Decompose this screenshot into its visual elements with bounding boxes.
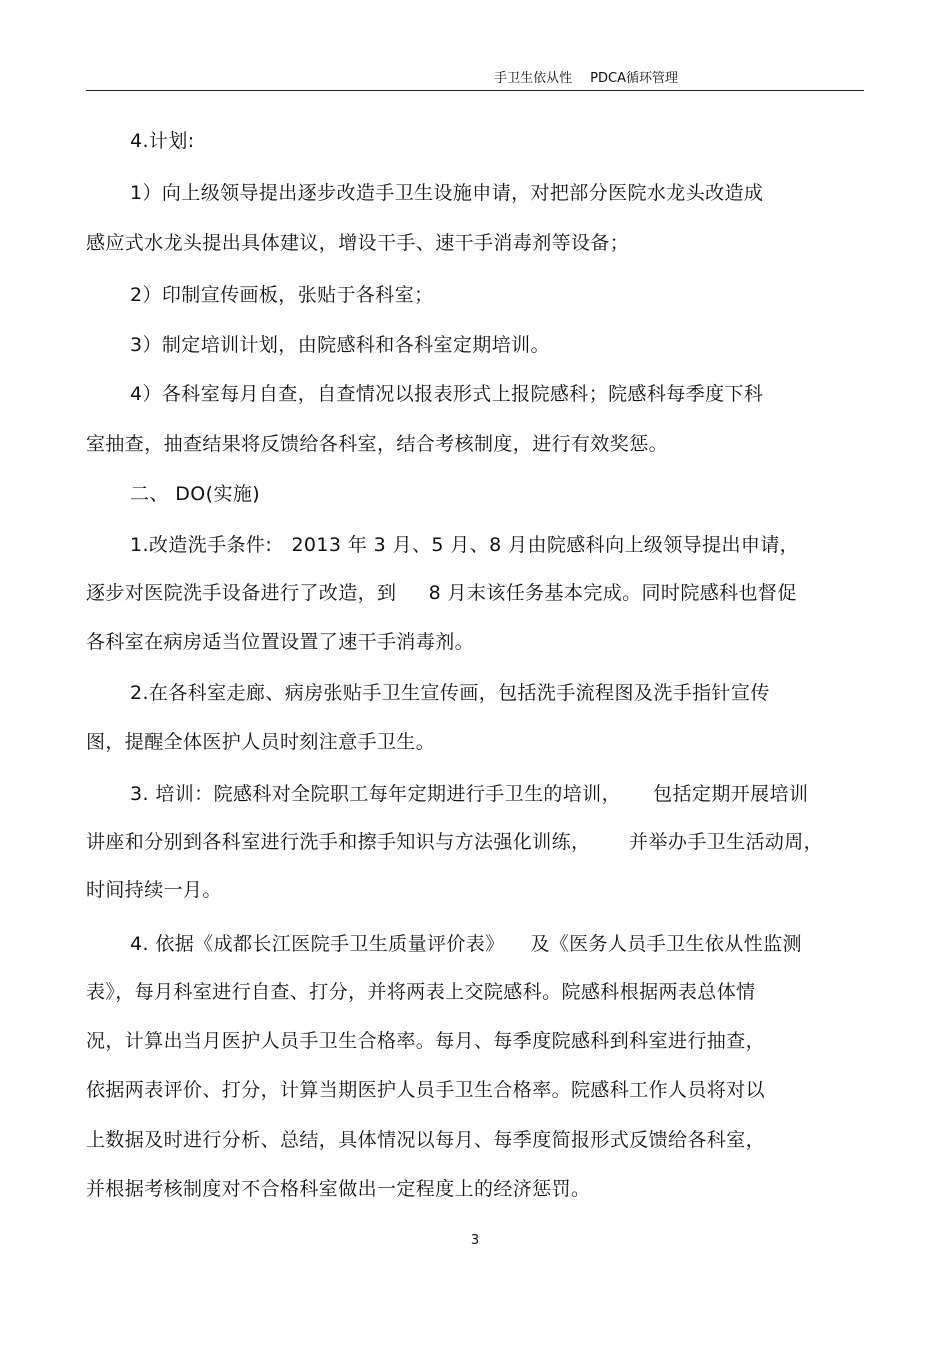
paragraph-line: 4. 依据《成都长江医院手卫生质量评价表》 及《医务人员手卫生依从性监测 <box>130 933 802 955</box>
paragraph-line: 2.在各科室走廊、病房张贴手卫生宣传画，包括洗手流程图及洗手指针宣传 <box>130 682 770 704</box>
header-title: 手卫生依从性 <box>494 71 573 86</box>
paragraph-line: 感应式水龙头提出具体建议，增设干手、速干手消毒剂等设备； <box>86 232 630 254</box>
paragraph-line: 况，计算出当月医护人员手卫生合格率。每月、每季度院感科到科室进行抽查， <box>86 1030 766 1052</box>
paragraph-line: 3）制定培训计划，由院感科和各科室定期培训。 <box>130 334 550 356</box>
section-heading-do: 二、 DO(实施) <box>130 483 261 505</box>
paragraph-line: 表》，每月科室进行自查、打分，并将两表上交院感科。院感科根据两表总体情 <box>86 981 756 1003</box>
heading-plan: 4.计划: <box>130 130 195 152</box>
paragraph-line: 上数据及时进行分析、总结，具体情况以每月、每季度简报形式反馈给各科室， <box>86 1129 766 1151</box>
paragraph-line: 并根据考核制度对不合格科室做出一定程度上的经济惩罚。 <box>86 1178 591 1200</box>
paragraph-line: 讲座和分别到各科室进行洗手和擦手知识与方法强化训练， 并举办手卫生活动周， <box>86 831 824 853</box>
paragraph-line: 4）各科室每月自查，自查情况以报表形式上报院感科；院感科每季度下科 <box>130 383 764 405</box>
paragraph-line: 图，提醒全体医护人员时刻注意手卫生。 <box>86 731 436 753</box>
paragraph-line: 时间持续一月。 <box>86 879 222 901</box>
page-number: 3 <box>470 1233 480 1248</box>
paragraph-line: 2）印制宣传画板，张贴于各科室； <box>130 284 434 306</box>
paragraph-line: 逐步对医院洗手设备进行了改造，到 8 月末该任务基本完成。同时院感科也督促 <box>86 582 797 604</box>
paragraph-line: 1）向上级领导提出逐步改造手卫生设施申请，对把部分医院水龙头改造成 <box>130 182 764 204</box>
paragraph-line: 3. 培训：院感科对全院职工每年定期进行手卫生的培训， 包括定期开展培训 <box>130 783 809 805</box>
paragraph-line: 各科室在病房适当位置设置了速干手消毒剂。 <box>86 631 475 653</box>
header-subtitle: PDCA循环管理 <box>590 71 678 86</box>
paragraph-line: 室抽查，抽查结果将反馈给各科室，结合考核制度，进行有效奖惩。 <box>86 433 669 455</box>
paragraph-line: 依据两表评价、打分，计算当期医护人员手卫生合格率。院感科工作人员将对以 <box>86 1079 766 1101</box>
paragraph-line: 1.改造洗手条件: 2013 年 3 月、5 月、8 月由院感科向上级领导提出申请， <box>130 534 800 556</box>
